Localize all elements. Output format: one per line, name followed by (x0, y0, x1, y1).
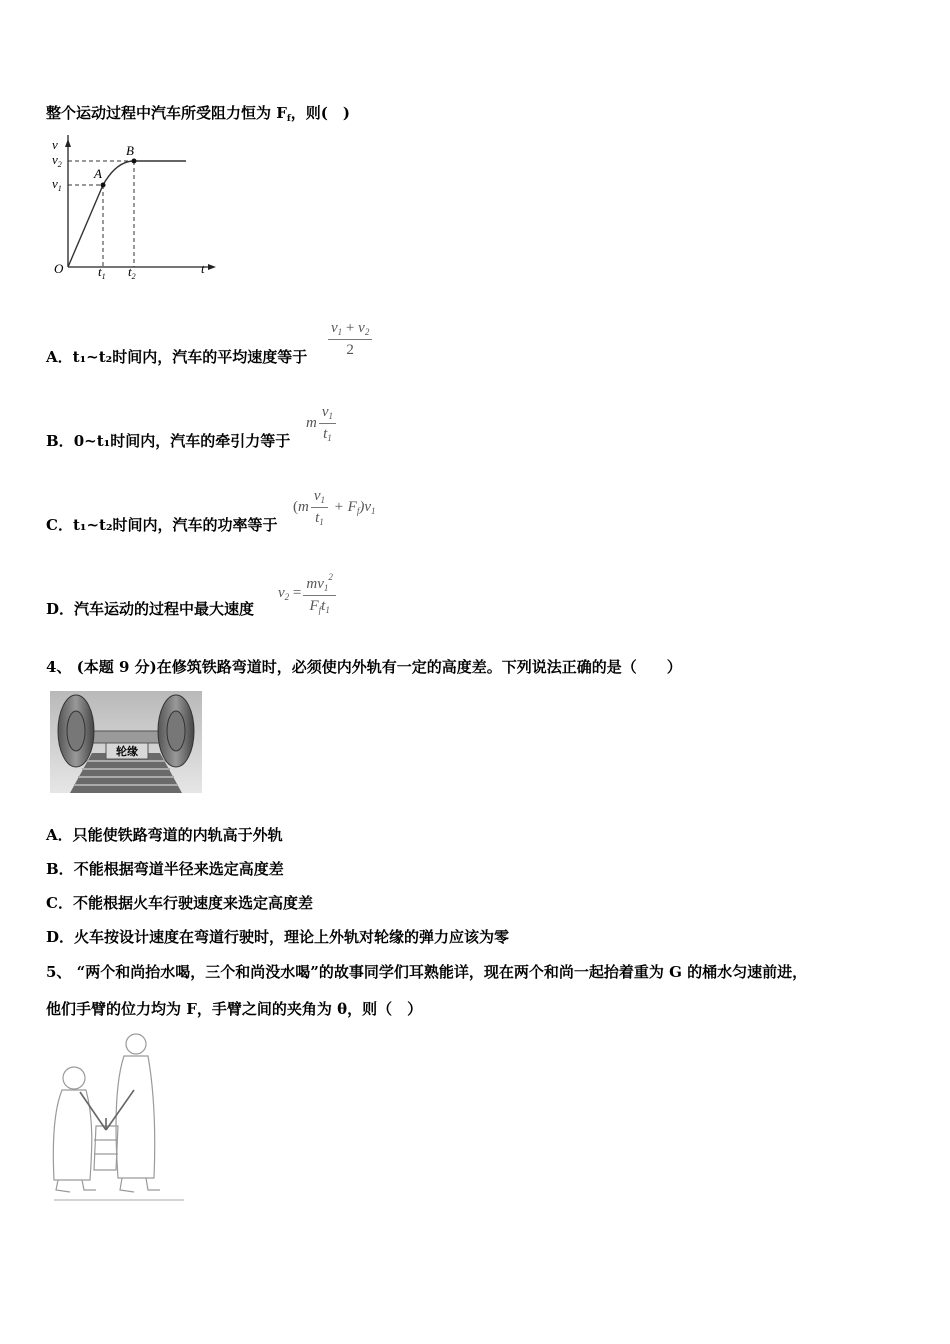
q3-option-d: D．汽车运动的过程中最大速度 (46, 600, 255, 618)
q5-stem-line1: 5、 “两个和尚抬水喝，三个和尚没水喝”的故事同学们耳熟能详，现在两个和尚一起抬着重为 G 的桶水匀速前进， (46, 963, 808, 981)
t-axis-label: t (201, 261, 205, 276)
origin-label: O (54, 261, 64, 276)
q4-option-a: A．只能使铁路弯道的内轨高于外轨 (46, 826, 283, 844)
wheel-flange-image (50, 691, 202, 793)
linear-segment (68, 185, 103, 267)
vt-graph (46, 135, 226, 285)
q4-option-b: B．不能根据弯道半径来选定高度差 (46, 860, 284, 878)
formula-d: $v_2$ = $\frac{mv_1^2}{F_ft_1}$ (278, 572, 338, 615)
curve-segment (103, 161, 134, 185)
point-b-label: B (126, 143, 134, 158)
monks-carrying-water-image (44, 1030, 194, 1202)
q3-stem: 整个运动过程中汽车所受阻力恒为 $F_f$，则( ) (46, 104, 350, 124)
q4-option-c: C．不能根据火车行驶速度来选定高度差 (46, 894, 313, 912)
flange-label: 轮缘 (116, 746, 138, 758)
point-a-label: A (94, 166, 102, 181)
point-a-dot (101, 183, 106, 188)
q3-option-b: B．0~t₁时间内，汽车的牵引力等于 (46, 432, 291, 450)
t2-label: $t_2$ (128, 264, 136, 281)
formula-b: m $\frac{v_1}{t_1}$ (306, 404, 338, 443)
q5-stem-line2: 他们手臂的位力均为 F，手臂之间的夹角为 θ，则（ ） (46, 1000, 423, 1018)
v1-label: $v_1$ (52, 176, 62, 193)
formula-a: $\frac{v_1 + v_2}{2}$ (326, 320, 374, 359)
q4-option-d: D．火车按设计速度在弯道行驶时，理论上外轨对轮缘的弹力应该为零 (46, 928, 510, 946)
q3-option-a: A．t₁~t₂时间内，汽车的平均速度等于 (46, 348, 308, 366)
formula-c: (m $\frac{v_1}{t_1}$ + $F_f)v_1$ (293, 488, 376, 527)
v-axis-label: v (52, 137, 58, 152)
q4-stem: 4、 (本题 9 分)在修筑铁路弯道时，必须使内外轨有一定的高度差。下列说法正确的是（ ） (46, 658, 682, 676)
point-b-dot (132, 159, 137, 164)
t1-label: $t_1$ (98, 264, 106, 281)
v2-label: $v_2$ (52, 152, 62, 169)
q3-option-c: C．t₁~t₂时间内，汽车的功率等于 (46, 516, 278, 534)
arm-forces (80, 1090, 134, 1130)
